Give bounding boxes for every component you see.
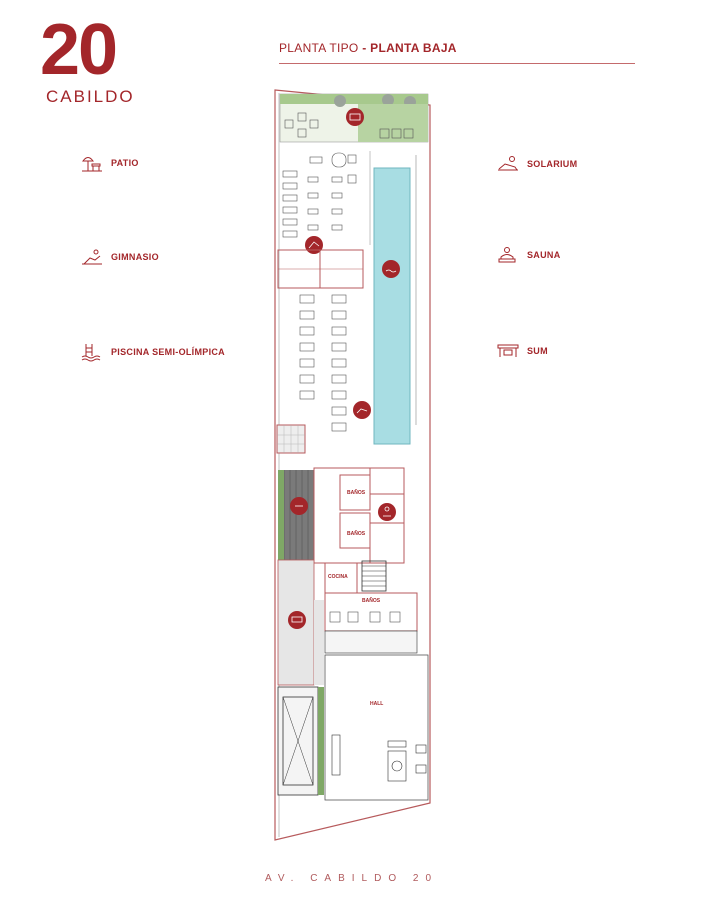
header-prefix: PLANTA TIPO [279,41,359,55]
label-banos-2: BAÑOS [347,531,366,537]
brand-name: CABILDO [46,87,135,106]
legend-label: SAUNA [527,250,561,260]
label-banos-3: BAÑOS [362,598,381,604]
page-header [279,41,457,55]
hall [325,655,428,800]
label-cocina: COCINA [328,574,348,580]
label-hall: HALL [370,701,384,707]
solarium-marker [353,401,371,419]
pool-marker [382,260,400,278]
legend-item-solarium [497,155,577,173]
legend-label: GIMNASIO [111,252,159,262]
floor-plan [270,85,440,845]
legend-item-gimnasio [81,248,159,266]
street-address: AV. CABILDO 20 [264,873,439,884]
solarium-icon [497,155,519,173]
legend-label: PATIO [111,158,139,168]
header-separator: - [358,41,371,55]
brand-number: 20 [40,10,117,90]
legend-label: SOLARIUM [527,159,578,169]
sum-marker [288,611,306,629]
pool-icon [81,342,103,362]
pool [374,168,410,444]
sauna-marker [378,503,396,521]
gym-icon [81,248,103,266]
legend-label: PISCINA SEMI-OLÍMPICA [111,347,225,357]
patio-marker [346,108,364,126]
legend-item-sum [497,342,548,360]
header-title: PLANTA BAJA [370,41,457,55]
legend-item-patio [81,153,139,173]
sauna-icon [497,246,519,264]
label-banos-1: BAÑOS [347,490,366,496]
legend-item-piscina [81,342,225,362]
patio-icon [81,153,103,173]
legend-label: SUM [527,346,548,356]
legend-item-sauna [497,246,561,264]
header-divider [279,63,635,64]
sum-icon [497,342,519,360]
